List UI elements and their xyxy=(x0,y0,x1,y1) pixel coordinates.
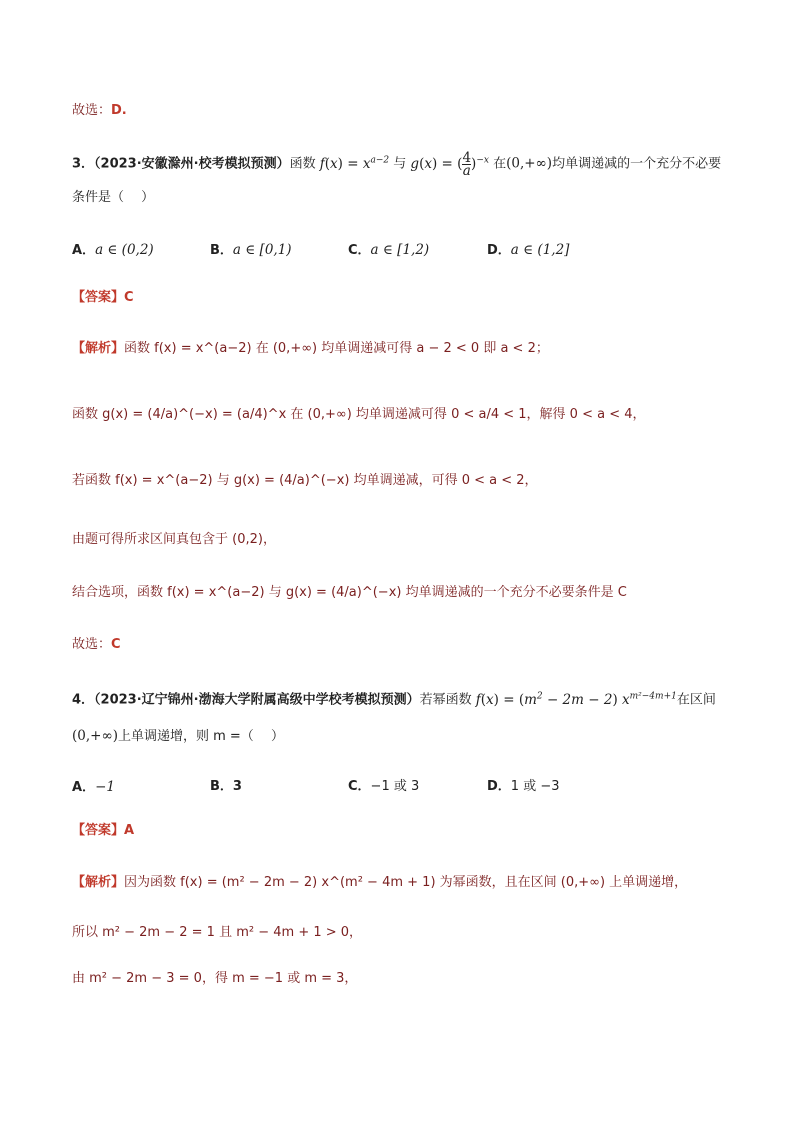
q4-stem-line2 xyxy=(72,726,284,747)
q3-stem-b: 与 xyxy=(393,156,407,172)
q3-option-a xyxy=(72,240,154,261)
q4-analysis-tag: 【解析】 xyxy=(72,875,125,890)
q4-answer-line xyxy=(72,821,134,841)
q3-option-c-text: a ∈ [1,2) xyxy=(370,242,430,258)
q4-option-c xyxy=(348,777,419,797)
q3-stem-line2: 条件是（ ） xyxy=(72,190,155,205)
q4-option-c-text: −1 或 3 xyxy=(370,779,420,794)
q3-source: （2023·安徽滁州·校考模拟预测） xyxy=(94,156,290,172)
q4-f-expr: $f(x) = (m^2 - 2m - 2)$ $x^{m^2-4m+1}$ xyxy=(475,691,677,708)
q4-option-a xyxy=(72,777,115,798)
q3-option-d xyxy=(487,240,569,261)
q3-analysis-line4: 由题可得所求区间真包含于 (0,2)， xyxy=(72,532,276,547)
q3-interval: (0,+∞) xyxy=(506,155,553,172)
q3-stem-c: 在 xyxy=(493,156,507,172)
q4-interval: (0,+∞) xyxy=(72,728,118,744)
q3-analysis-text-1: 函数 f(x) = x^(a−2) 在 (0,+∞) 均单调递减可得 a − 2 < 0 即 a < 2； xyxy=(124,341,549,356)
q3-answer-tag: 【答案】 xyxy=(72,290,125,305)
q4-option-d xyxy=(487,777,560,797)
q4-analysis-text-1: 因为函数 f(x) = (m² − 2m − 2) x^(m² − 4m + 1) 为幂函数，且在区间 (0,+∞) 上单调递增， xyxy=(124,875,688,890)
q3-option-a-label: A． xyxy=(72,243,96,258)
q4-analysis-line1 xyxy=(72,873,687,893)
q3-final-prefix: 故选： xyxy=(72,637,112,652)
q3-answer-line xyxy=(72,288,134,308)
q3-option-a-text: a ∈ (0,2) xyxy=(95,242,154,258)
q3-f-expr: $f(x) = x^{a-2}$ xyxy=(319,155,390,172)
q3-option-b-text: a ∈ [0,1) xyxy=(232,242,292,258)
q4-answer-tag: 【答案】 xyxy=(72,823,125,838)
q3-stem-a: 函数 xyxy=(289,156,316,172)
q4-option-c-label: C． xyxy=(348,779,371,794)
q4-option-a-label: A． xyxy=(72,780,96,795)
q4-option-d-label: D． xyxy=(487,779,511,794)
q4-stem-b: 在区间 xyxy=(676,692,716,708)
q4-stem-a: 若幂函数 xyxy=(419,692,472,708)
q3-option-d-label: D． xyxy=(487,243,511,258)
q3-final-line xyxy=(72,635,121,655)
q3-stem-d: 均单调递减的一个充分不必要 xyxy=(552,156,722,172)
q4-stem-line1 xyxy=(72,686,716,711)
prev-answer-line xyxy=(72,101,127,121)
q3-stem-line1 xyxy=(72,150,721,177)
q3-analysis-line2: 函数 g(x) = (4/a)^(−x) = (a/4)^x 在 (0,+∞) 均单调递减可得 0 < a/4 < 1，解得 0 < a < 4， xyxy=(72,407,646,422)
q4-analysis-line2: 所以 m² − 2m − 2 = 1 且 m² − 4m + 1 > 0， xyxy=(72,925,363,940)
q3-analysis-line5: 结合选项，函数 f(x) = x^(a−2) 与 g(x) = (4/a)^(−x) 均单调递减的一个充分不必要条件是 C xyxy=(72,585,627,600)
q4-number: 4． xyxy=(72,692,95,708)
q4-option-a-text: −1 xyxy=(95,779,115,795)
q3-number: 3． xyxy=(72,156,95,172)
q4-answer: A xyxy=(124,823,135,838)
q4-option-b-label: B． xyxy=(210,779,233,794)
prev-answer-value: D. xyxy=(111,103,127,118)
q4-option-d-text: 1 或 −3 xyxy=(510,779,560,794)
q3-answer: C xyxy=(124,290,134,305)
q4-option-b-text: 3 xyxy=(232,779,242,794)
q3-option-b-label: B． xyxy=(210,243,233,258)
q3-option-b xyxy=(210,240,292,261)
q3-option-d-text: a ∈ (1,2] xyxy=(510,242,570,258)
q4-analysis-line3: 由 m² − 2m − 3 = 0，得 m = −1 或 m = 3， xyxy=(72,971,358,986)
q3-final: C xyxy=(111,637,121,652)
q3-option-c-label: C． xyxy=(348,243,371,258)
q3-analysis-line1 xyxy=(72,339,549,359)
q3-analysis-line3: 若函数 f(x) = x^(a−2) 与 g(x) = (4/a)^(−x) 均单调递减，可得 0 < a < 2， xyxy=(72,473,538,488)
q3-analysis-tag: 【解析】 xyxy=(72,341,125,356)
prev-answer-prefix: 故选： xyxy=(72,103,112,118)
q4-option-b xyxy=(210,777,242,797)
q3-g-expr: g(x) = ( $\frac{4}{a}$ )$^{-x}$ xyxy=(410,149,489,179)
q3-option-c xyxy=(348,240,429,261)
q4-stem-line2-text: 上单调递增，则 m =（ ） xyxy=(117,729,284,744)
q4-source: （2023·辽宁锦州·渤海大学附属高级中学校考模拟预测） xyxy=(94,692,420,708)
